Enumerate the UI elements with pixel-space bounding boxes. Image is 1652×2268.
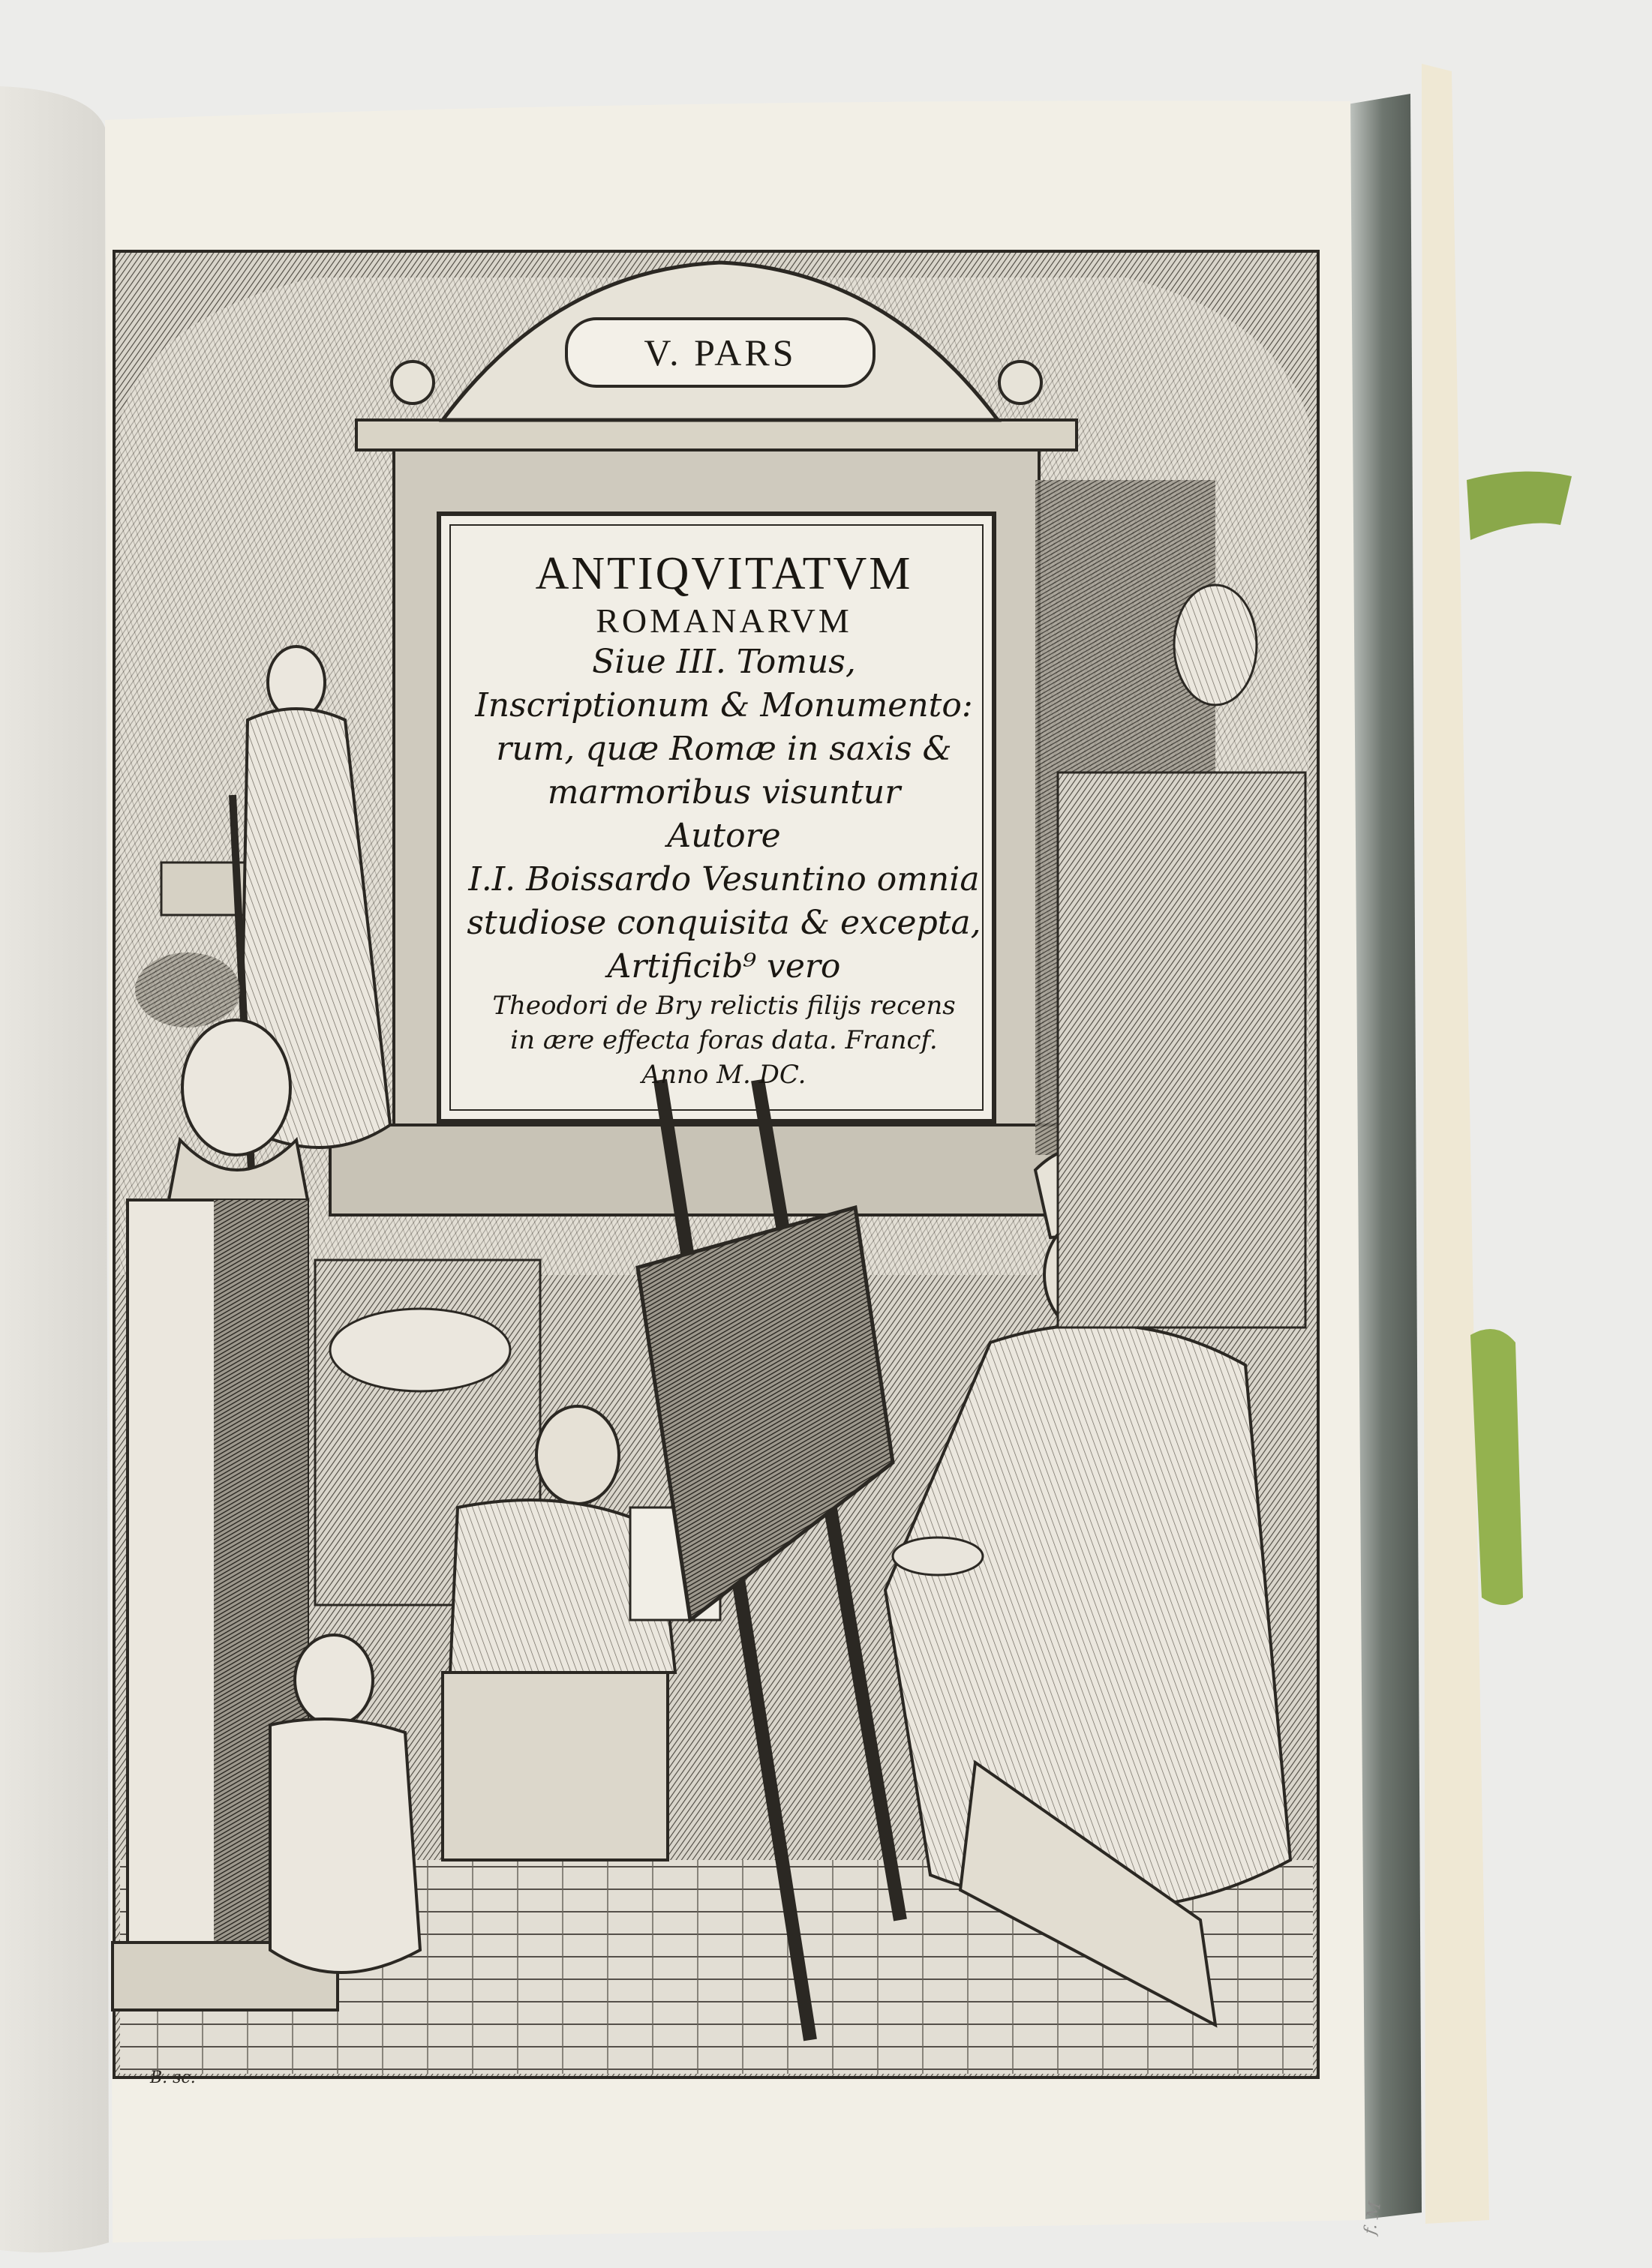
- engraver-signature: B. sc.: [150, 2068, 196, 2087]
- inscription-line: marmoribus visuntur: [547, 773, 901, 812]
- cartouche-label: V. PARS: [644, 332, 797, 374]
- subtitle-line: ROMANARVM: [596, 602, 852, 640]
- inscription-line: in ære effecta foras data. Francf.: [510, 1025, 938, 1055]
- inscription-line: rum, quæ Romæ in saxis &: [496, 730, 952, 768]
- inscription-line: I.I. Boissardo Vesuntino omnia: [468, 860, 980, 898]
- inscription-line: studiose conquisita & excepta,: [467, 904, 981, 942]
- rosette-right: [999, 362, 1041, 404]
- monument-base: [330, 1125, 1110, 1215]
- inscription-line: Inscriptionum & Monumento:: [475, 686, 973, 724]
- ribbon-top: [1467, 472, 1572, 540]
- page-edge-mark: f. M: [1360, 2200, 1386, 2236]
- inscription-line: Autore: [667, 817, 781, 855]
- inscription-line: Siue III. Tomus,: [592, 643, 856, 681]
- left-page: [0, 86, 109, 2252]
- inscription-line: Artificib⁹ vero: [607, 947, 841, 986]
- inscription-line: Theodori de Bry relictis filijs recens: [492, 991, 956, 1021]
- title-line: ANTIQVITATVM: [535, 548, 913, 599]
- niche-statue: [1174, 585, 1257, 705]
- ribbon-lower: [1470, 1329, 1523, 1605]
- title-inscription: [458, 532, 990, 1110]
- inscription-line: Anno M. DC.: [641, 1060, 806, 1090]
- monument-cornice: [356, 420, 1077, 450]
- rosette-left: [392, 362, 434, 404]
- vellum-cover-edge: [1422, 64, 1489, 2224]
- mythological-relief: [1058, 772, 1305, 1328]
